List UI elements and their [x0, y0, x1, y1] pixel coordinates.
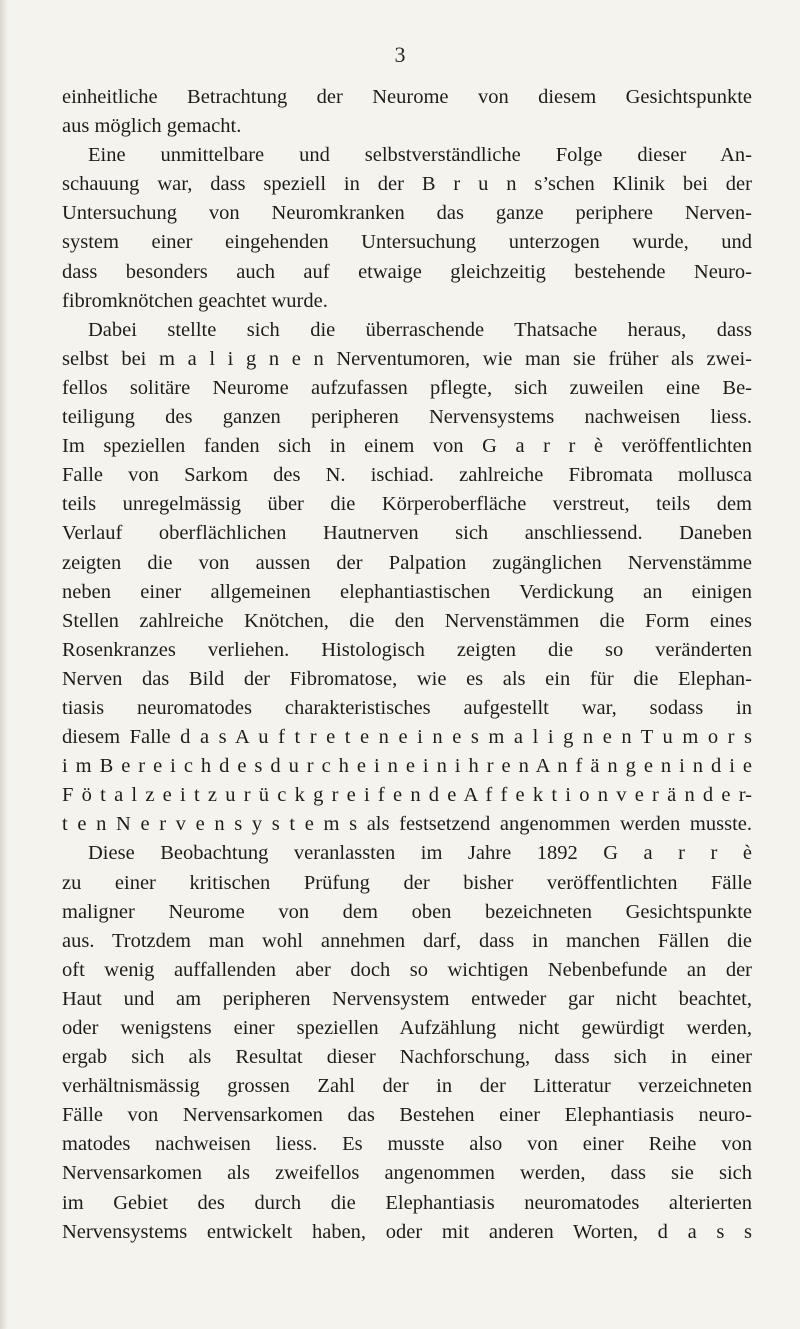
text-line: neben einer allgemeinen elephantiastischen Verdickung an einigen: [62, 580, 752, 603]
text-line: ergab sich als Resultat dieser Nachforschung, dass sich in einer: [62, 1046, 752, 1069]
text-line: oft wenig auffallenden aber doch so wichtigen Nebenbefunde an der: [62, 958, 752, 981]
text-line: Verlauf oberflächlichen Hautnerven sich anschliessend. Daneben: [62, 522, 752, 545]
text-line: im Gebiet des durch die Elephantiasis neuromatodes alterierten: [62, 1191, 752, 1214]
text-line: Eine unmittelbare und selbstverständliche Folge dieser An-: [88, 144, 752, 167]
text-line: aus möglich gemacht.: [62, 115, 242, 138]
text-line: zeigten die von aussen der Palpation zugänglichen Nervenstämme: [62, 551, 752, 574]
text-line: dass besonders auch auf etwaige gleichzeitig bestehende Neuro-: [62, 260, 752, 283]
body-text: [62, 83, 752, 1247]
text-line: Falle von Sarkom des N. ischiad. zahlreiche Fibromata mollusca: [62, 464, 752, 487]
text-line: tiasis neuromatodes charakteristisches aufgestellt war, sodass in: [62, 696, 752, 719]
text-line: aus. Trotzdem man wohl annehmen darf, dass in manchen Fällen die: [62, 929, 752, 952]
text-line: maligner Neurome von dem oben bezeichneten Gesichtspunkte: [62, 900, 752, 923]
text-line: system einer eingehenden Untersuchung unterzogen wurde, und: [62, 231, 752, 254]
text-line: i m B e r e i c h d e s d u r c h e i n e i n i h r e n A n f ä n g e n i n d i e: [62, 755, 752, 778]
text-line: schauung war, dass speziell in der B r u n s’schen Klinik bei der: [62, 173, 752, 196]
text-line: Haut und am peripheren Nervensystem entweder gar nicht beachtet,: [62, 987, 752, 1010]
text-line: verhältnismässig grossen Zahl der in der Litteratur verzeichneten: [62, 1075, 752, 1098]
text-line: Untersuchung von Neuromkranken das ganze periphere Nerven-: [62, 202, 752, 225]
text-line: Nervensystems entwickelt haben, oder mit anderen Worten, d a s s: [62, 1220, 752, 1243]
text-line: Rosenkranzes verliehen. Histologisch zeigten die so veränderten: [62, 638, 752, 661]
page-edge: [0, 0, 8, 1329]
text-line: selbst bei m a l i g n e n Nerventumoren, wie man sie früher als zwei-: [62, 347, 752, 370]
text-line: F ö t a l z e i t z u r ü c k g r e i f e n d e A f f e k t i o n v e r ä n d e r-: [62, 784, 752, 807]
text-line: Stellen zahlreiche Knötchen, die den Nervenstämmen die Form eines: [62, 609, 752, 632]
text-line: Im speziellen fanden sich in einem von G a r r è veröffentlichten: [62, 435, 752, 458]
text-line: Nervensarkomen als zweifellos angenommen werden, dass sie sich: [62, 1162, 752, 1185]
text-line: Nerven das Bild der Fibromatose, wie es als ein für die Elephan-: [62, 667, 752, 690]
text-line: Fälle von Nervensarkomen das Bestehen einer Elephantiasis neuro-: [62, 1104, 752, 1127]
text-line: teiligung des ganzen peripheren Nervensystems nachweisen liess.: [62, 406, 752, 429]
text-line: t e n N e r v e n s y s t e m s als festsetzend angenommen werden musste.: [62, 813, 752, 836]
text-line: matodes nachweisen liess. Es musste also von einer Reihe von: [62, 1133, 752, 1156]
text-line: fibromknötchen geachtet wurde.: [62, 289, 328, 312]
text-line: oder wenigstens einer speziellen Aufzählung nicht gewürdigt werden,: [62, 1017, 752, 1039]
text-line: zu einer kritischen Prüfung der bisher veröffentlichten Fälle: [62, 871, 752, 894]
text-line: Dabei stellte sich die überraschende Thatsache heraus, dass: [88, 318, 752, 341]
page-number: 3: [394, 42, 406, 67]
text-line: teils unregelmässig über die Körperoberfläche verstreut, teils dem: [62, 493, 752, 516]
text-line: einheitliche Betrachtung der Neurome von diesem Gesichtspunkte: [62, 86, 752, 108]
text-line: Diese Beobachtung veranlassten im Jahre 1892 G a r r è: [88, 842, 752, 865]
text-line: fellos solitäre Neurome aufzufassen pflegte, sich zuweilen eine Be-: [62, 376, 752, 399]
text-line: diesem Falle d a s A u f t r e t e n e i n e s m a l i g n e n T u m o r s: [62, 726, 752, 749]
